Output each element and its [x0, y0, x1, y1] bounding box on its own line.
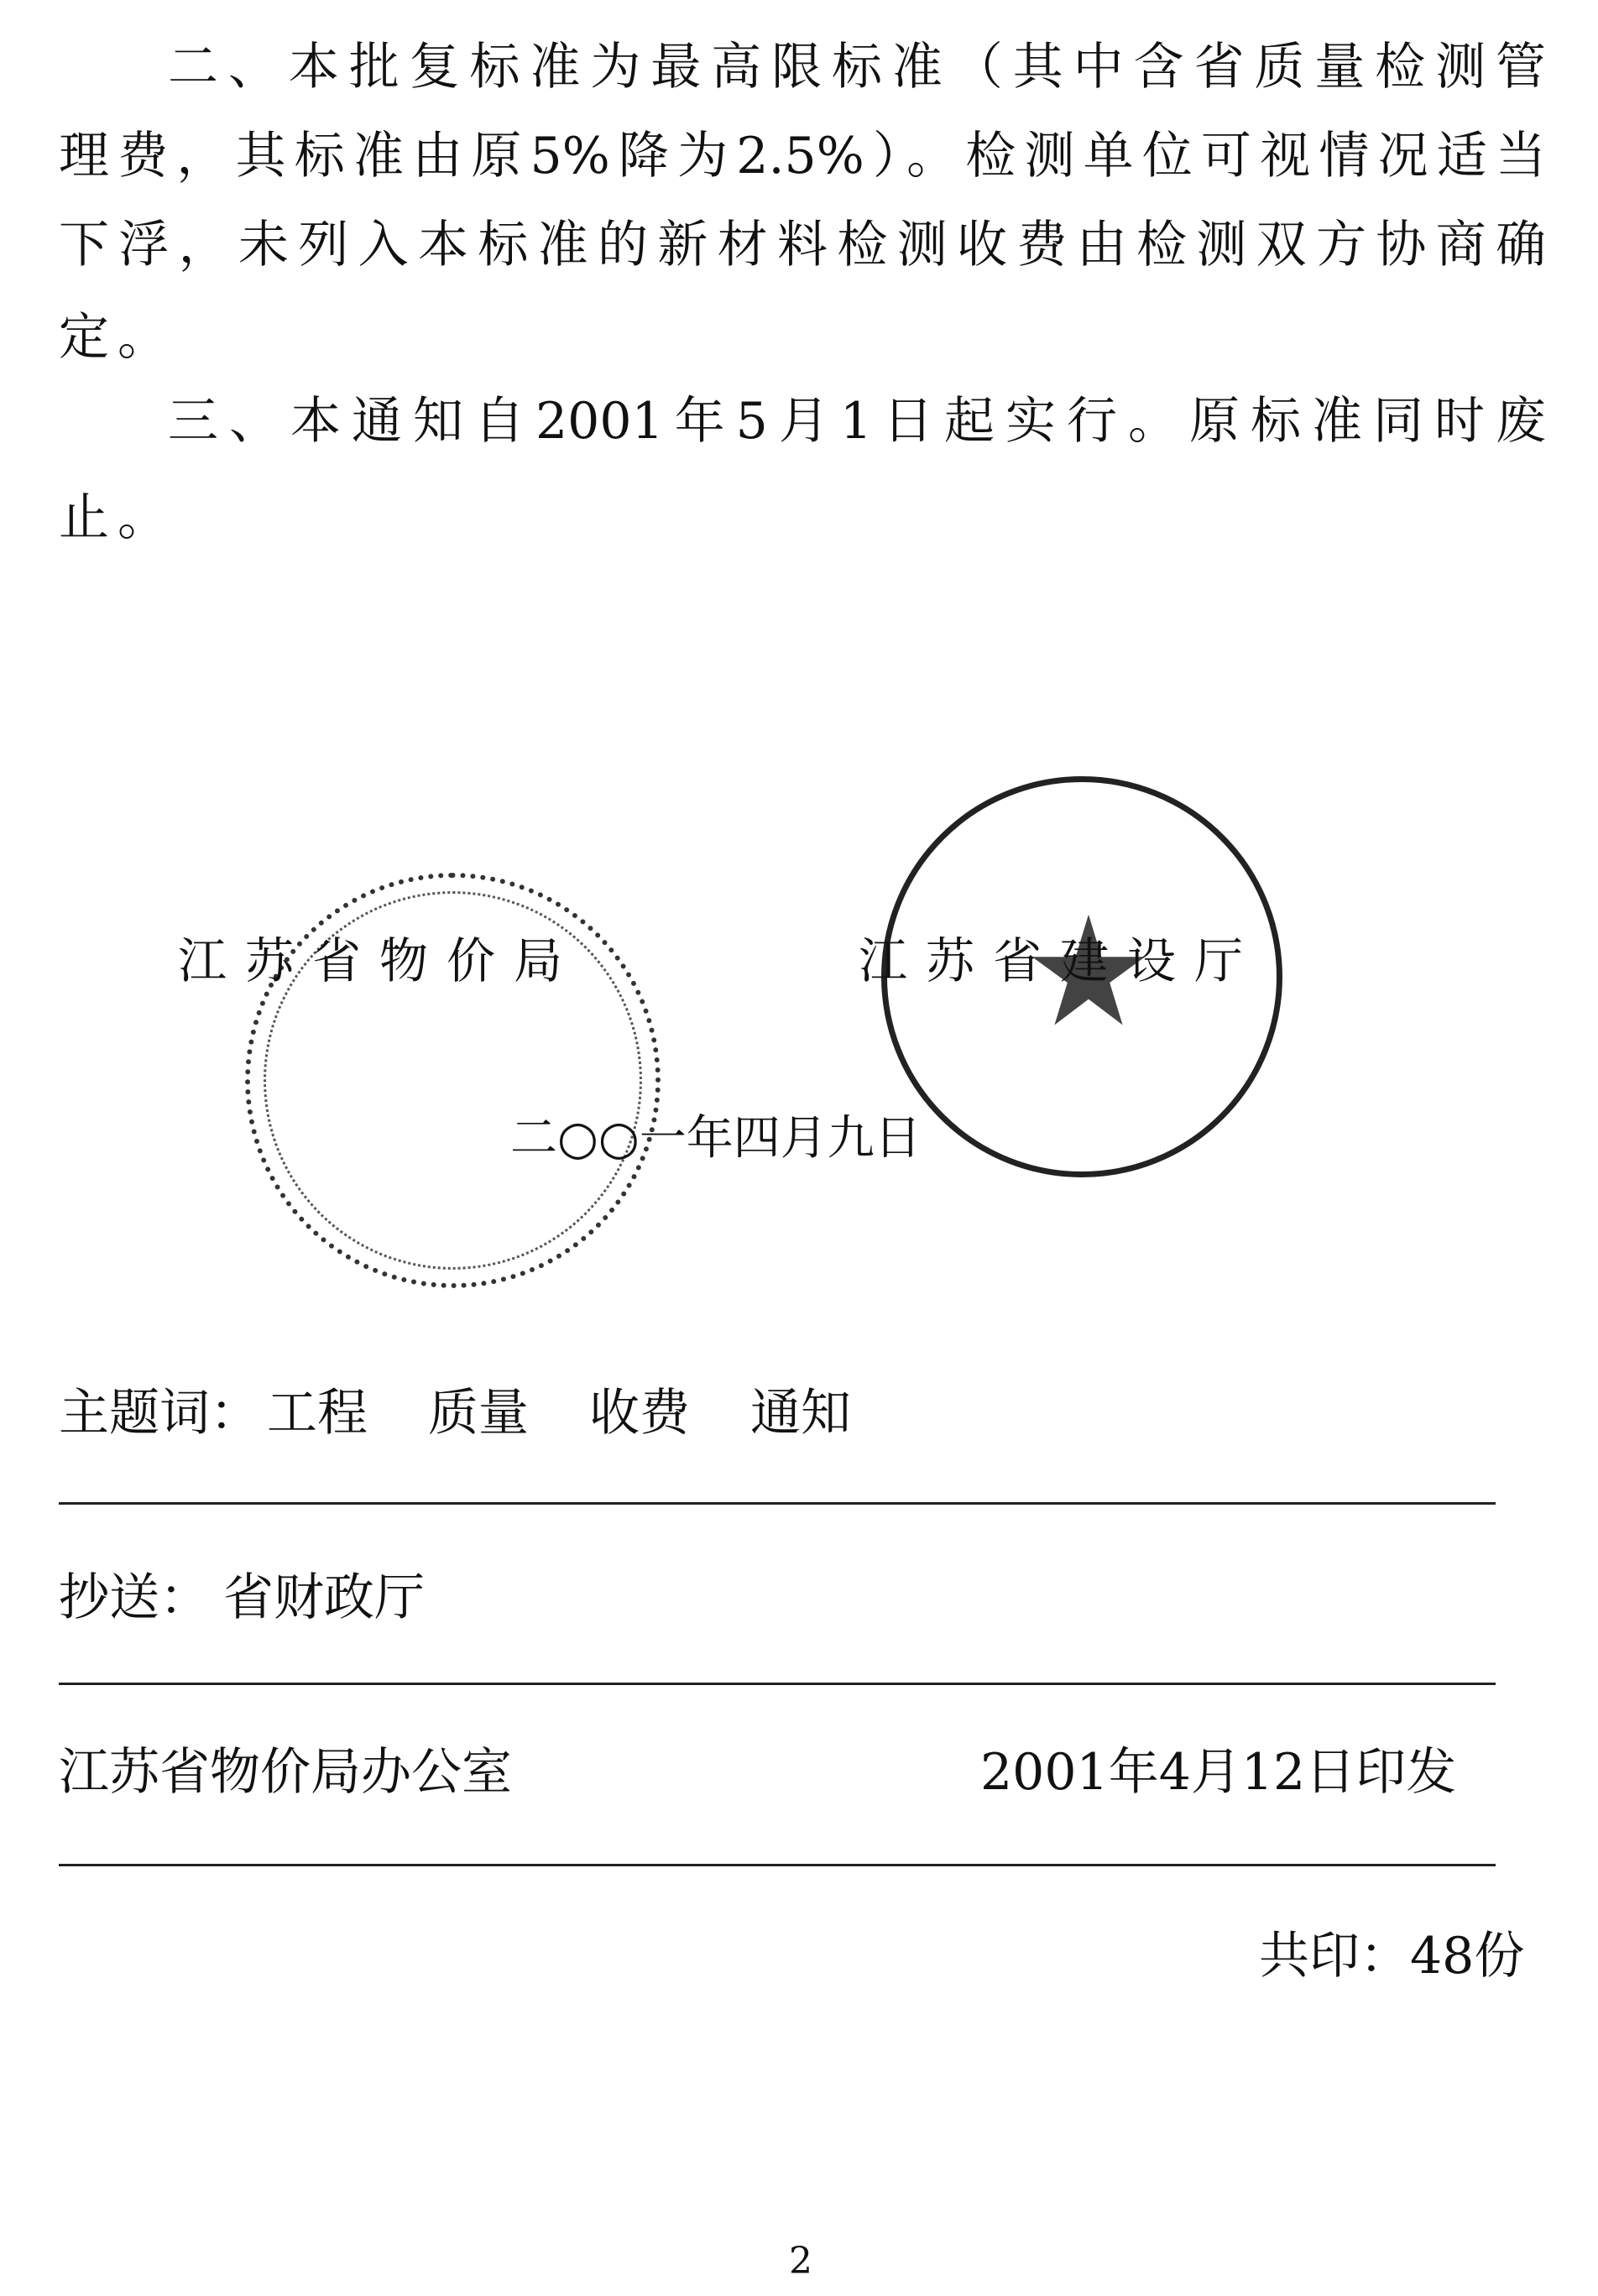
keyword: 质量 — [428, 1384, 529, 1443]
keywords-label: 主题词： — [59, 1384, 260, 1443]
paragraph-2-line-1: 二、本批复标准为最高限标准（其中含省质量检测管 — [168, 38, 1546, 97]
issuer-left: 江苏省物价局 — [178, 932, 582, 989]
divider-1 — [59, 1502, 1496, 1505]
cc-row — [59, 1564, 425, 1631]
paragraph-2-line-3: 下浮，未列入本标准的新材料检测收费由检测双方协商确 — [59, 216, 1546, 274]
issuer-right: 江苏省建设厅 — [859, 932, 1262, 989]
paragraph-2-line-4: 定。 — [59, 308, 176, 367]
page-number: 2 — [789, 2240, 812, 2283]
divider-2 — [59, 1683, 1496, 1685]
keyword: 通知 — [750, 1384, 851, 1443]
keyword: 工程 — [267, 1384, 368, 1443]
cc-value: 省财政厅 — [223, 1568, 425, 1627]
paragraph-2-line-2: 理费，其标准由原5%降为2.5%）。检测单位可视情况适当 — [59, 127, 1546, 185]
keywords-row — [59, 1380, 911, 1447]
divider-3 — [59, 1864, 1496, 1866]
cc-label: 抄送： — [59, 1568, 210, 1627]
signature-date: 二○○一年四月九日 — [510, 1111, 922, 1166]
paragraph-3-line-2: 止。 — [59, 488, 176, 547]
keyword: 收费 — [589, 1384, 690, 1443]
issuing-office: 江苏省物价局办公室 — [59, 1743, 512, 1802]
paragraph-3-line-1: 三、本通知自2001年5月1日起实行。原标准同时废 — [168, 392, 1546, 451]
copies-count: 共印：48份 — [1259, 1927, 1525, 1986]
print-date: 2001年4月12日印发 — [980, 1743, 1457, 1802]
